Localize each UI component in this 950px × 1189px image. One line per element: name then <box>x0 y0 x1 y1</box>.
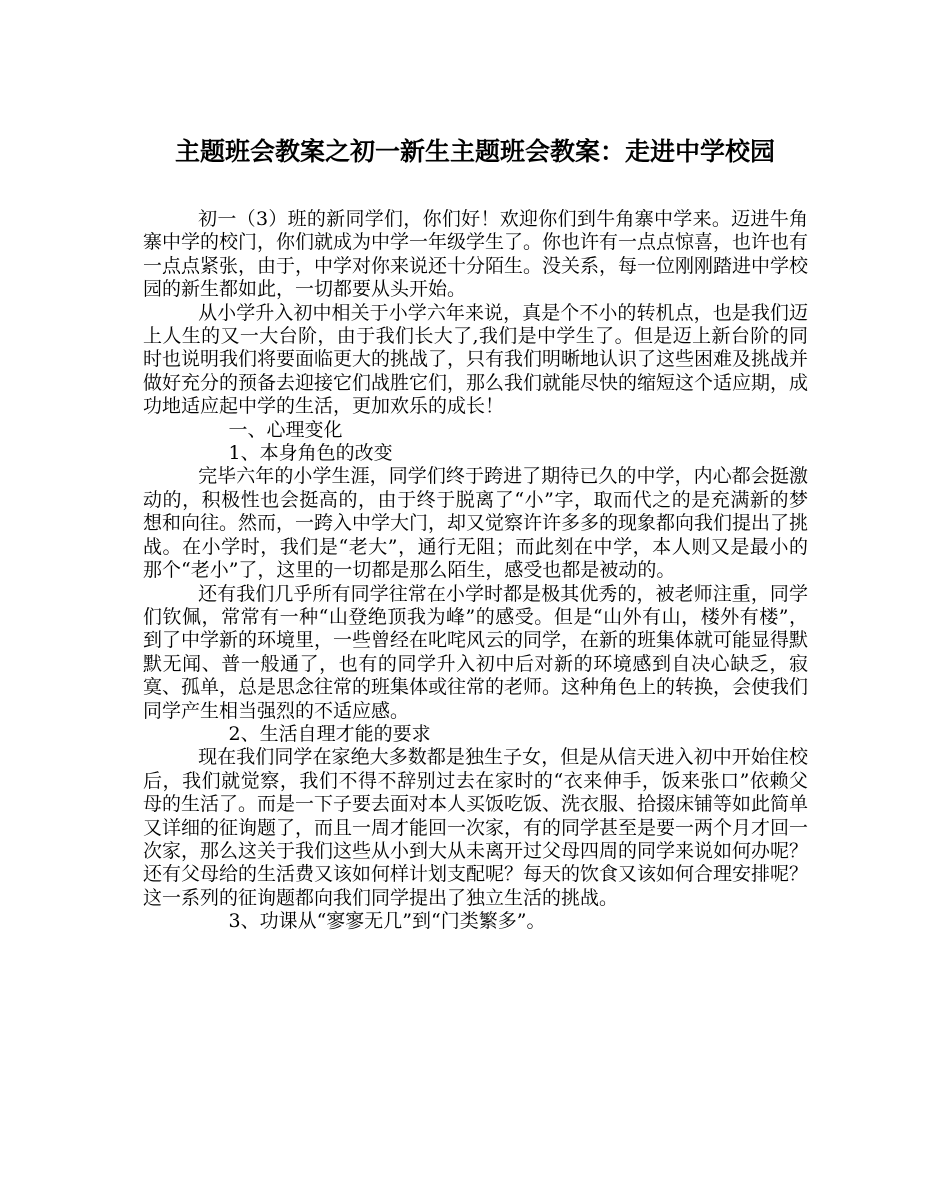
subsection-heading-role-change: 1、本身角色的改变 <box>228 442 393 465</box>
paragraph-transition: 从小学升入初中相关于小学六年来说，真是个不小的转机点，也是我们迈上人生的又一大台阶，由于我们长大了,我们是中学生了。但是迈上新台阶的同时也说明我们将要面临更大的挑战了，只有我们明晰地认识了这些困难及挑战并做好充分的预备去迎接它们战胜它们，那么我们就能尽快的缩短这个适应期，成功地适应起中学的生活，更加欢乐的成长！ <box>143 301 809 418</box>
paragraph-role-adaptation: 还有我们几乎所有同学往常在小学时都是极其优秀的，被老师注重，同学们钦佩，常常有一种“山登绝顶我为峰”的感受。但是“山外有山，楼外有楼”，到了中学新的环境里，一些曾经在叱咤风云的同学，在新的班集体就可能显得默默无闻、普一般通了，也有的同学升入初中后对新的环境感到自决心缺乏，寂寞、孤单，总是思念往常的班集体或往常的老师。这种角色上的转换，会使我们同学产生相当强烈的不适应感。 <box>143 582 809 722</box>
paragraph-self-care: 现在我们同学在家绝大多数都是独生子女，但是从信天进入初中开始住校后，我们就觉察，我们不得不辞别过去在家时的“衣来伸手，饭来张口”依赖父母的生活了。而是一下子要去面对本人买饭吃饭、洗衣服、拾掇床铺等如此简单又详细的征询题了，而且一周才能回一次家，有的同学甚至是要一两个月才回一次家，那么这关于我们这些从小到大从未离开过父母四周的同学来说如何办呢？还有父母给的生活费又该如何样计划支配呢？每天的饮食又该如何合理安排呢？这一系列的征询题都向我们同学提出了独立生活的挑战。 <box>143 746 809 909</box>
paragraph-role-change: 完毕六年的小学生涯，同学们终于跨进了期待已久的中学，内心都会挺激动的，积极性也会挺高的，由于终于脱离了“小”字，取而代之的是充满新的梦想和向往。然而，一跨入中学大门，却又觉察许许多多的现象都向我们提出了挑战。在小学时，我们是“老大”，通行无阻；而此刻在中学，本人则又是最小的那个“老小”了，这里的一切都是那么陌生，感受也都是被动的。 <box>143 465 809 582</box>
subsection-heading-courses: 3、功课从“寥寥无几”到“门类繁多”。 <box>228 910 546 933</box>
document-body <box>143 208 808 934</box>
subsection-heading-self-care: 2、生活自理才能的要求 <box>228 722 431 745</box>
section-heading-psychology: 一、心理变化 <box>228 418 343 441</box>
paragraph-welcome: 初一（3）班的新同学们，你们好！欢迎你们到牛角寨中学来。迈进牛角寨中学的校门，你们就成为中学一年级学生了。你也许有一点点惊喜，也许也有一点点紧张，由于，中学对你来说还十分陌生。没关系，每一位刚刚踏进中学校园的新生都如此，一切都要从头开始。 <box>143 208 809 301</box>
document-title: 主题班会教案之初一新生主题班会教案：走进中学校园 <box>174 137 775 166</box>
